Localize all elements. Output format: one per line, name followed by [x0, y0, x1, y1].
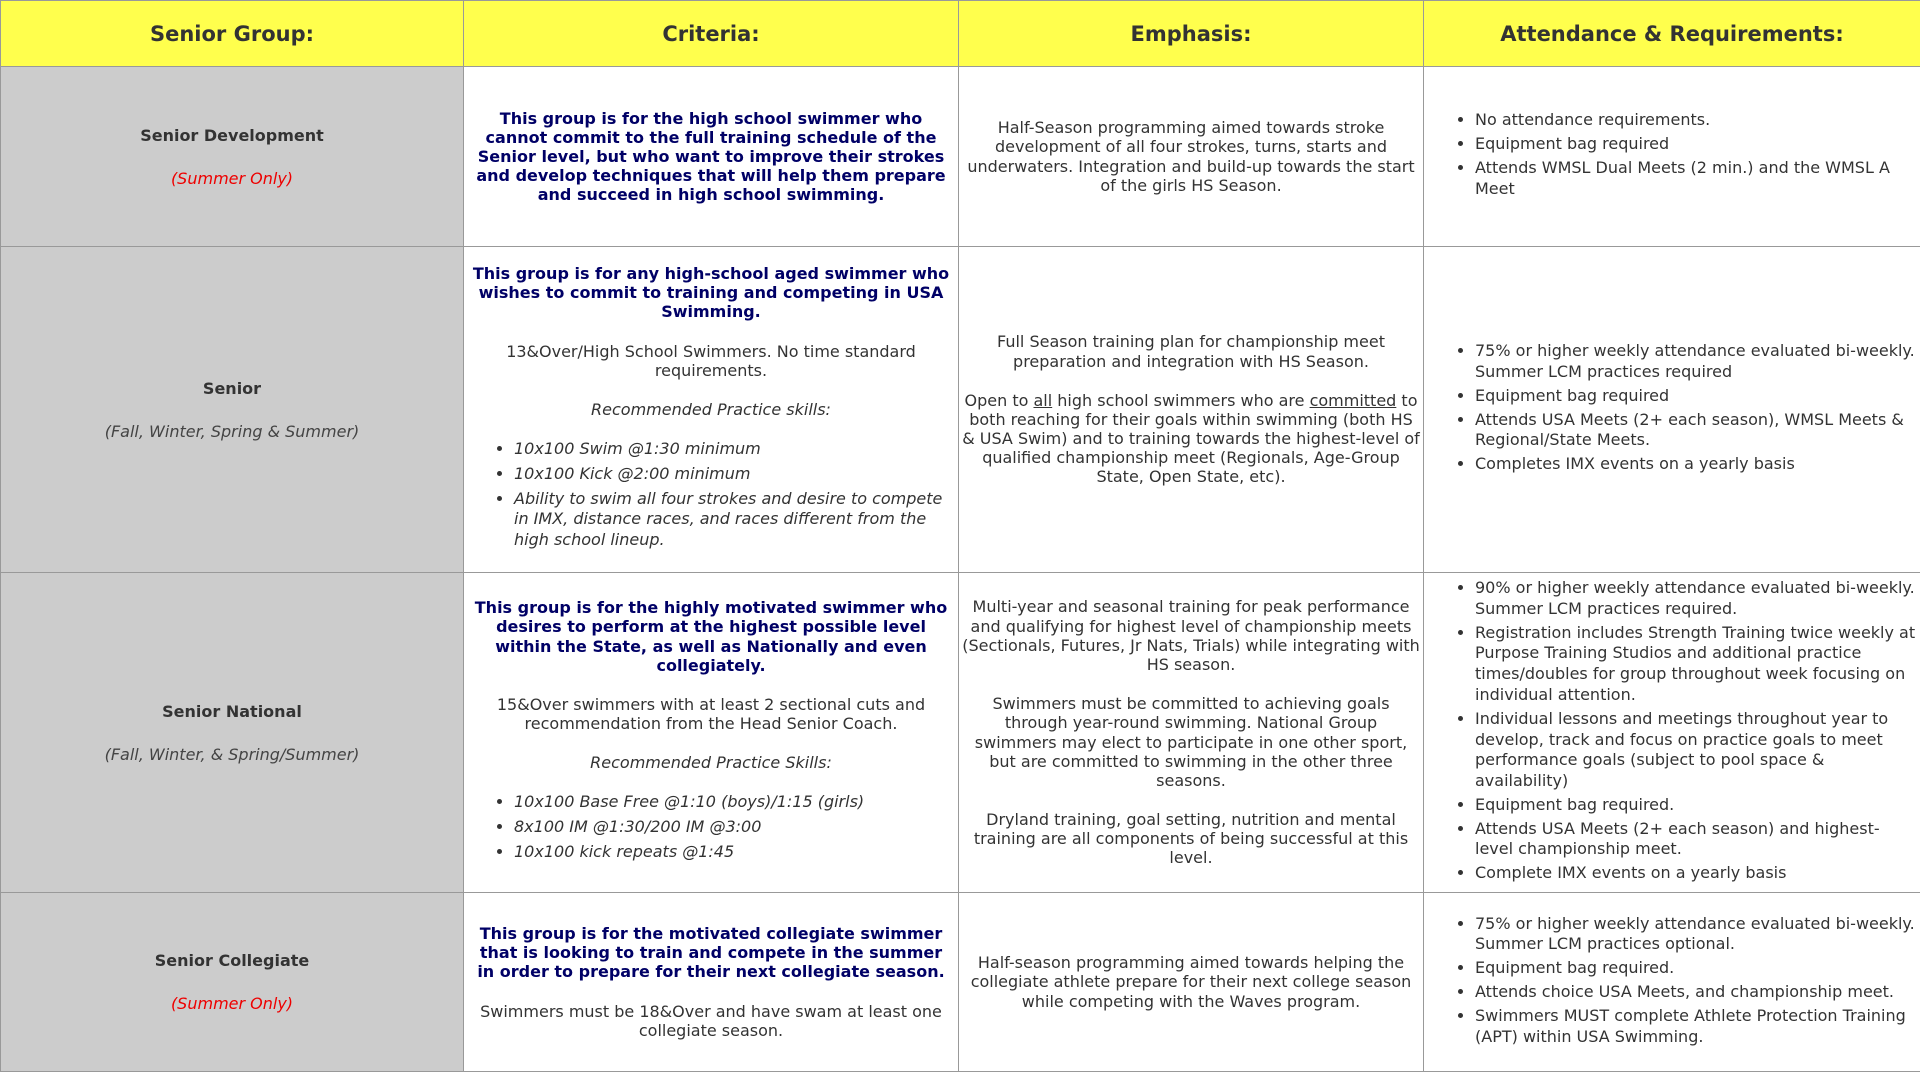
list-item: • 75% or higher weekly attendance evaluated bi-weekly. Summer LCM practices optional. — [1475, 914, 1916, 956]
table-row — [1, 67, 1920, 247]
criteria-intro: This group is for the highly motivated swimmer who desires to perform at the highest possible level within the State, as well as Nationally and even collegiately. — [474, 598, 948, 675]
emphasis-cell — [959, 893, 1424, 1072]
list-item: • 10x100 Kick @2:00 minimum — [514, 464, 952, 485]
attendance-cell — [1424, 247, 1920, 573]
list-item: • 8x100 IM @1:30/200 IM @3:00 — [514, 817, 952, 838]
list-item: • 75% or higher weekly attendance evaluated bi-weekly. Summer LCM practices required — [1475, 341, 1916, 383]
list-item: • 10x100 Swim @1:30 minimum — [514, 439, 952, 460]
attendance-cell — [1424, 573, 1920, 893]
criteria-detail: Swimmers must be 18&Over and have swam at least one collegiate season. — [480, 1001, 942, 1040]
skills-label: Recommended Practice Skills: — [590, 753, 832, 773]
table-row — [1, 573, 1920, 893]
group-name: Senior Collegiate — [154, 951, 310, 970]
criteria-intro: This group is for any high-school aged swimmer who wishes to commit to training and competing in USA Swimming. — [472, 263, 950, 322]
list-item: • Attends WMSL Dual Meets (2 min.) and the WMSL A Meet — [1475, 158, 1916, 200]
skills-list — [470, 792, 952, 862]
list-item: • Attends USA Meets (2+ each season), WMSL Meets & Regional/State Meets. — [1475, 410, 1916, 452]
group-season: (Summer Only) — [170, 994, 294, 1013]
group-name: Senior — [202, 378, 262, 398]
emphasis-open-p1: Open to — [964, 390, 1034, 410]
list-item: • Completes IMX events on a yearly basis — [1475, 454, 1916, 475]
list-item: • Swimmers MUST complete Athlete Protection Training (APT) within USA Swimming. — [1475, 1006, 1916, 1048]
skills-list — [470, 439, 952, 551]
criteria-detail: 13&Over/High School Swimmers. No time standard requirements. — [506, 341, 916, 380]
header-emphasis: Emphasis: — [959, 1, 1424, 67]
group-name: Senior National — [162, 701, 302, 721]
skills-label: Recommended Practice skills: — [591, 399, 831, 419]
emphasis-cell — [959, 573, 1424, 893]
emphasis-cell — [959, 67, 1424, 247]
table-row — [1, 893, 1920, 1072]
attendance-list — [1424, 578, 1916, 884]
list-item: • Equipment bag required. — [1475, 958, 1916, 979]
group-season: (Fall, Winter, Spring & Summer) — [104, 421, 360, 441]
emphasis-cell — [959, 247, 1424, 573]
header-criteria: Criteria: — [464, 1, 959, 67]
list-item: • 10x100 kick repeats @1:45 — [514, 842, 952, 863]
list-item: • Attends choice USA Meets, and championship meet. — [1475, 982, 1916, 1003]
list-item: • Equipment bag required — [1475, 134, 1916, 155]
group-cell — [1, 67, 464, 247]
emphasis-text: Swimmers must be committed to achieving goals through year-round swimming. National Group swimmers may elect to participate in one other sport, but are committed to swimming in the other three seasons. — [974, 694, 1408, 790]
emphasis-text: Dryland training, goal setting, nutrition and mental training are all components of being successful at this level. — [973, 810, 1409, 868]
emphasis-open-p3: to both reaching for their goals within swimming (both HS & USA Swim) and to training towards the highest-level of qualified championship meet (Regionals, Age-Group State, Open State, etc). — [962, 390, 1420, 487]
group-cell — [1, 893, 464, 1072]
list-item: • Ability to swim all four strokes and desire to compete in IMX, distance races, and races different from the high school lineup. — [514, 489, 952, 551]
list-item: • No attendance requirements. — [1475, 110, 1916, 131]
emphasis-text: Full Season training plan for championship meet preparation and integration with HS Season. — [997, 332, 1385, 371]
group-season: (Summer Only) — [170, 168, 294, 188]
list-item: • Equipment bag required. — [1475, 795, 1916, 816]
attendance-list — [1424, 341, 1916, 475]
list-item: • Individual lessons and meetings throughout year to develop, track and focus on practice goals to meet performance goals (subject to pool space & availability) — [1475, 709, 1916, 792]
group-season: (Fall, Winter, & Spring/Summer) — [104, 744, 360, 764]
criteria-cell — [464, 247, 959, 573]
emphasis-open-text — [962, 391, 1420, 487]
attendance-list — [1424, 110, 1916, 199]
list-item: • 10x100 Base Free @1:10 (boys)/1:15 (girls) — [514, 792, 952, 813]
emphasis-all: all — [1033, 390, 1053, 410]
header-senior-group: Senior Group: — [1, 1, 464, 67]
attendance-list — [1424, 914, 1916, 1048]
emphasis-open-p2: high school swimmers who are — [1052, 390, 1310, 410]
emphasis-text: Multi-year and seasonal training for peak performance and qualifying for highest level of championship meets (Sectionals, Futures, Jr Nats, Trials) while integrating with HS season. — [962, 597, 1420, 674]
criteria-detail: 15&Over swimmers with at least 2 sectional cuts and recommendation from the Head Senior Coach. — [496, 694, 926, 734]
list-item: • 90% or higher weekly attendance evaluated bi-weekly. Summer LCM practices required. — [1475, 578, 1916, 620]
header-row — [1, 1, 1920, 67]
criteria-cell — [464, 893, 959, 1072]
emphasis-committed: committed — [1309, 390, 1397, 410]
list-item: • Registration includes Strength Training twice weekly at Purpose Training Studios and additional practice times/doubles for group throughout week focusing on individual attention. — [1475, 623, 1916, 706]
attendance-cell — [1424, 67, 1920, 247]
criteria-intro: This group is for the high school swimmer who cannot commit to the full training schedule of the Senior level, but who want to improve their strokes and develop techniques that will help them prepare and succeed in high school swimming. — [476, 108, 946, 205]
table-row — [1, 247, 1920, 573]
list-item: • Attends USA Meets (2+ each season) and highest-level championship meet. — [1475, 819, 1916, 861]
group-cell — [1, 247, 464, 573]
list-item: • Complete IMX events on a yearly basis — [1475, 863, 1916, 884]
criteria-cell — [464, 67, 959, 247]
group-name: Senior Development — [140, 125, 324, 145]
criteria-cell — [464, 573, 959, 893]
attendance-cell — [1424, 893, 1920, 1072]
criteria-intro: This group is for the motivated collegiate swimmer that is looking to train and compete in the summer in order to prepare for their next collegiate season. — [477, 924, 945, 982]
emphasis-text: Half-season programming aimed towards helping the collegiate athlete prepare for their next college season while competing with the Waves program. — [970, 953, 1412, 1011]
header-attendance: Attendance & Requirements: — [1424, 1, 1920, 67]
emphasis-text: Half-Season programming aimed towards stroke development of all four strokes, turns, starts and underwaters. Integration and build-up towards the start of the girls HS Season. — [967, 118, 1415, 195]
group-cell — [1, 573, 464, 893]
list-item: • Equipment bag required — [1475, 386, 1916, 407]
